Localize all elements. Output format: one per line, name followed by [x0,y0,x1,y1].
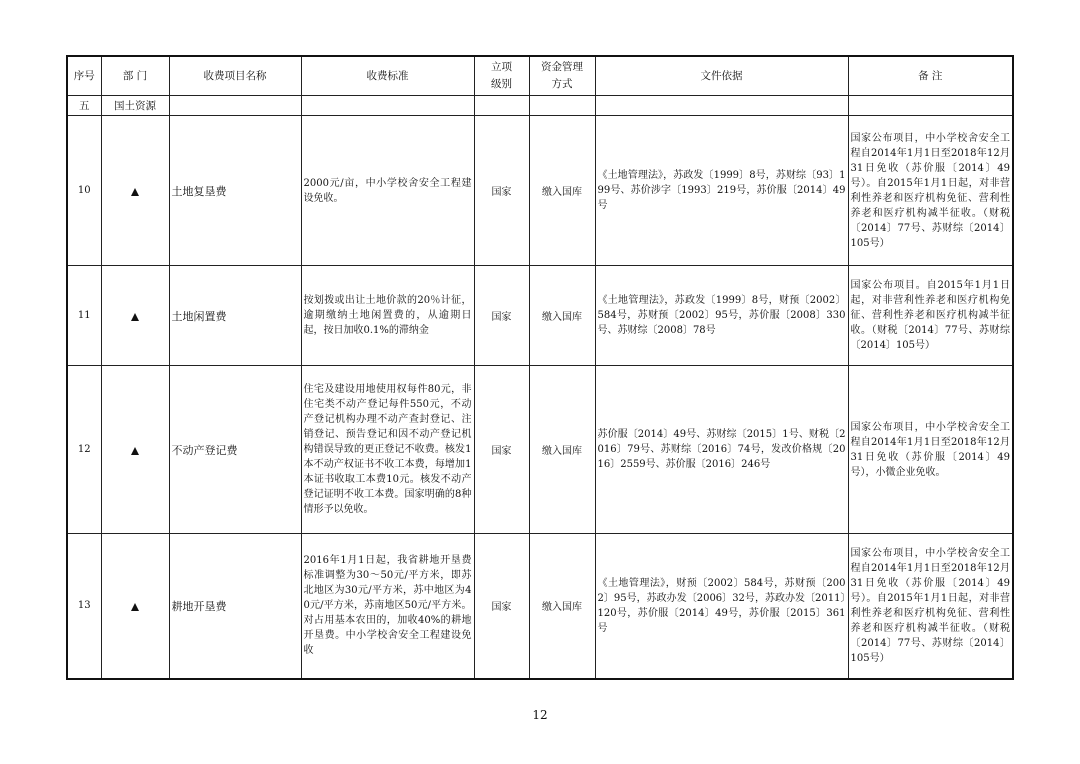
table-row [67,266,1013,366]
row-seq: 11 [67,266,101,366]
header-fund [529,56,595,96]
section-empty-cell [301,96,474,116]
row-item-name: 耕地开垦费 [169,534,301,679]
section-seq: 五 [67,96,101,116]
row-fund: 缴入国库 [529,366,595,534]
header-fund-line1: 资金管理 [541,61,583,73]
row-item-name: 土地复垦费 [169,116,301,266]
row-dept-mark [101,116,169,266]
header-level [474,56,529,96]
row-dept-mark [101,534,169,679]
row-seq: 10 [67,116,101,266]
row-level: 国家 [474,534,529,679]
table-row [67,534,1013,679]
row-basis: 苏价服〔2014〕49号、苏财综〔2015〕1号、财税〔2016〕79号、苏财综〔2016〕74号，发改价格规〔2016〕2559号、苏价服〔2016〕246号 [595,366,848,534]
header-standard: 收费标准 [301,56,474,96]
section-empty-cell [474,96,529,116]
row-standard: 住宅及建设用地使用权每件80元，非住宅类不动产登记每件550元，不动产登记机构办理不动产查封登记、注销登记、预告登记和因不动产登记机构错误导致的更正登记不收费。核发1本不动产权证书不收工本费，每增加1本证书收取工本费10元。核发不动产登记证明不收工本费。国家明确的8种情形予以免收。 [301,366,474,534]
triangle-icon [131,447,139,455]
section-empty-cell [529,96,595,116]
row-item-name: 不动产登记费 [169,366,301,534]
header-fund-line2: 方式 [551,78,573,90]
header-row [67,56,1013,96]
section-empty-cell [169,96,301,116]
row-basis: 《土地管理法》，财预〔2002〕584号，苏财预〔2002〕95号，苏政办发〔2006〕32号，苏政办发〔2011〕120号，苏价服〔2014〕49号，苏价服〔2015〕361号 [595,534,848,679]
triangle-icon [131,603,139,611]
row-dept-mark [101,366,169,534]
row-item-name: 土地闲置费 [169,266,301,366]
row-fund: 缴入国库 [529,534,595,679]
row-standard: 2016年1月1日起，我省耕地开垦费标准调整为30～50元/平方米，即苏北地区为30元/平方米，苏中地区为40元/平方米，苏南地区50元/平方米。对占用基本农田的，加收40%的耕地开垦费。中小学校舍安全工程建设免收 [301,534,474,679]
row-note: 国家公布项目。自2015年1月1日起，对非营利性养老和医疗机构免征、营利性养老和医疗机构减半征收。（财税〔2014〕77号、苏财综〔2014〕105号） [848,266,1013,366]
section-dept: 国土资源 [101,96,169,116]
page-number: 12 [532,708,548,722]
row-seq: 13 [67,534,101,679]
row-basis: 《土地管理法》，苏政发〔1999〕8号，苏财综〔93〕199号、苏价涉字〔1993〕219号，苏价服〔2014〕49号 [595,116,848,266]
row-level: 国家 [474,116,529,266]
header-basis: 文件依据 [595,56,848,96]
section-empty-cell [595,96,848,116]
triangle-icon [131,188,139,196]
table-row [67,116,1013,266]
row-note: 国家公布项目，中小学校舍安全工程自2014年1月1日至2018年12月31日免收（苏价服〔2014〕49号），小微企业免收。 [848,366,1013,534]
row-standard: 按划拨或出让土地价款的20％计征，逾期缴纳土地闲置费的，从逾期日起，按日加收0.1%的滞纳金 [301,266,474,366]
row-seq: 12 [67,366,101,534]
row-standard: 2000元/亩，中小学校舍安全工程建设免收。 [301,116,474,266]
section-empty-cell [848,96,1013,116]
row-basis: 《土地管理法》，苏政发〔1999〕8号，财预〔2002〕584号，苏财预〔2002〕95号，苏价服〔2008〕330号、苏财综〔2008〕78号 [595,266,848,366]
row-dept-mark [101,266,169,366]
row-level: 国家 [474,266,529,366]
row-note: 国家公布项目，中小学校舍安全工程自2014年1月1日至2018年12月31日免收（苏价服〔2014〕49号）。自2015年1月1日起，对非营利性养老和医疗机构免征、营利性养老和医疗机构减半征收。（财税〔2014〕77号、苏财综〔2014〕105号） [848,534,1013,679]
fee-table [66,55,1014,680]
header-item-name: 收费项目名称 [169,56,301,96]
header-seq: 序号 [67,56,101,96]
header-note: 备 注 [848,56,1013,96]
row-note: 国家公布项目，中小学校舍安全工程自2014年1月1日至2018年12月31日免收（苏价服〔2014〕49号）。自2015年1月1日起，对非营利性养老和医疗机构免征、营利性养老和医疗机构减半征收。（财税〔2014〕77号、苏财综〔2014〕105号） [848,116,1013,266]
fee-table-sheet [66,55,1012,680]
header-dept: 部 门 [101,56,169,96]
header-level-line2: 级别 [491,78,512,90]
row-fund: 缴入国库 [529,266,595,366]
header-level-line1: 立项 [491,61,512,73]
table-row [67,366,1013,534]
triangle-icon [131,313,139,321]
row-level: 国家 [474,366,529,534]
section-row [67,96,1013,116]
row-fund: 缴入国库 [529,116,595,266]
